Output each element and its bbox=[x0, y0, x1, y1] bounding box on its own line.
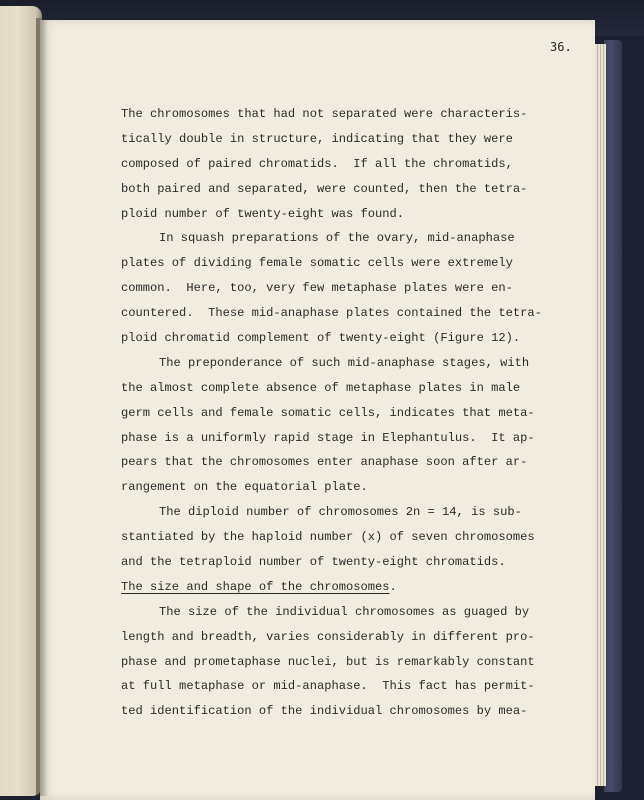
section-heading bbox=[121, 577, 551, 602]
text-line: common. Here, too, very few metaphase plates were en- bbox=[121, 281, 513, 296]
text-line: The preponderance of such mid-anaphase stages, with bbox=[159, 355, 530, 370]
text-line: phase and prometaphase nuclei, but is remarkably constant bbox=[121, 654, 535, 669]
paragraph-5 bbox=[121, 602, 551, 726]
text-line: ploid chromatid complement of twenty-eight (Figure 12). bbox=[121, 331, 521, 346]
text-line: The chromosomes that had not separated were characteris- bbox=[121, 107, 528, 121]
paragraph-3 bbox=[121, 353, 551, 502]
page-text bbox=[121, 104, 551, 726]
paragraph-2 bbox=[121, 228, 551, 352]
text-line: tically double in structure, indicating that they were bbox=[121, 131, 513, 146]
paragraph-4 bbox=[121, 502, 551, 577]
text-line: the almost complete absence of metaphase plates in male bbox=[121, 380, 521, 395]
text-line: and the tetraploid number of twenty-eight chromatids. bbox=[121, 555, 506, 570]
text-line: ted identification of the individual chromosomes by mea- bbox=[121, 704, 528, 719]
book-cover-edge bbox=[604, 40, 622, 792]
text-line: pears that the chromosomes enter anaphase soon after ar- bbox=[121, 455, 528, 470]
text-line: phase is a uniformly rapid stage in Elephantulus. It ap- bbox=[121, 430, 535, 445]
text-line: The size of the individual chromosomes as guaged by bbox=[159, 604, 530, 619]
text-line: ploid number of twenty-eight was found. bbox=[121, 206, 405, 221]
text-line: composed of paired chromatids. If all the chromatids, bbox=[121, 156, 513, 171]
gutter-shadow bbox=[36, 18, 48, 796]
section-heading-text: The size and shape of the chromosomes bbox=[121, 579, 390, 594]
text-line: rangement on the equatorial plate. bbox=[121, 480, 368, 495]
text-line: plates of dividing female somatic cells were extremely bbox=[121, 256, 513, 271]
text-line: both paired and separated, were counted, then the tetra- bbox=[121, 181, 528, 196]
text-line: stantiated by the haploid number (x) of seven chromosomes bbox=[121, 530, 535, 545]
text-line: countered. These mid-anaphase plates contained the tetra- bbox=[121, 306, 542, 321]
text-line: In squash preparations of the ovary, mid-anaphase bbox=[159, 231, 515, 246]
text-line: germ cells and female somatic cells, indicates that meta- bbox=[121, 405, 535, 420]
paragraph-1 bbox=[121, 104, 551, 228]
section-heading-period: . bbox=[389, 579, 397, 594]
text-line: length and breadth, varies considerably in different pro- bbox=[121, 629, 535, 644]
text-line: The diploid number of chromosomes 2n = 14, is sub- bbox=[159, 505, 522, 520]
text-line: at full metaphase or mid-anaphase. This fact has permit- bbox=[121, 679, 535, 694]
page-number: 36. bbox=[550, 40, 572, 54]
